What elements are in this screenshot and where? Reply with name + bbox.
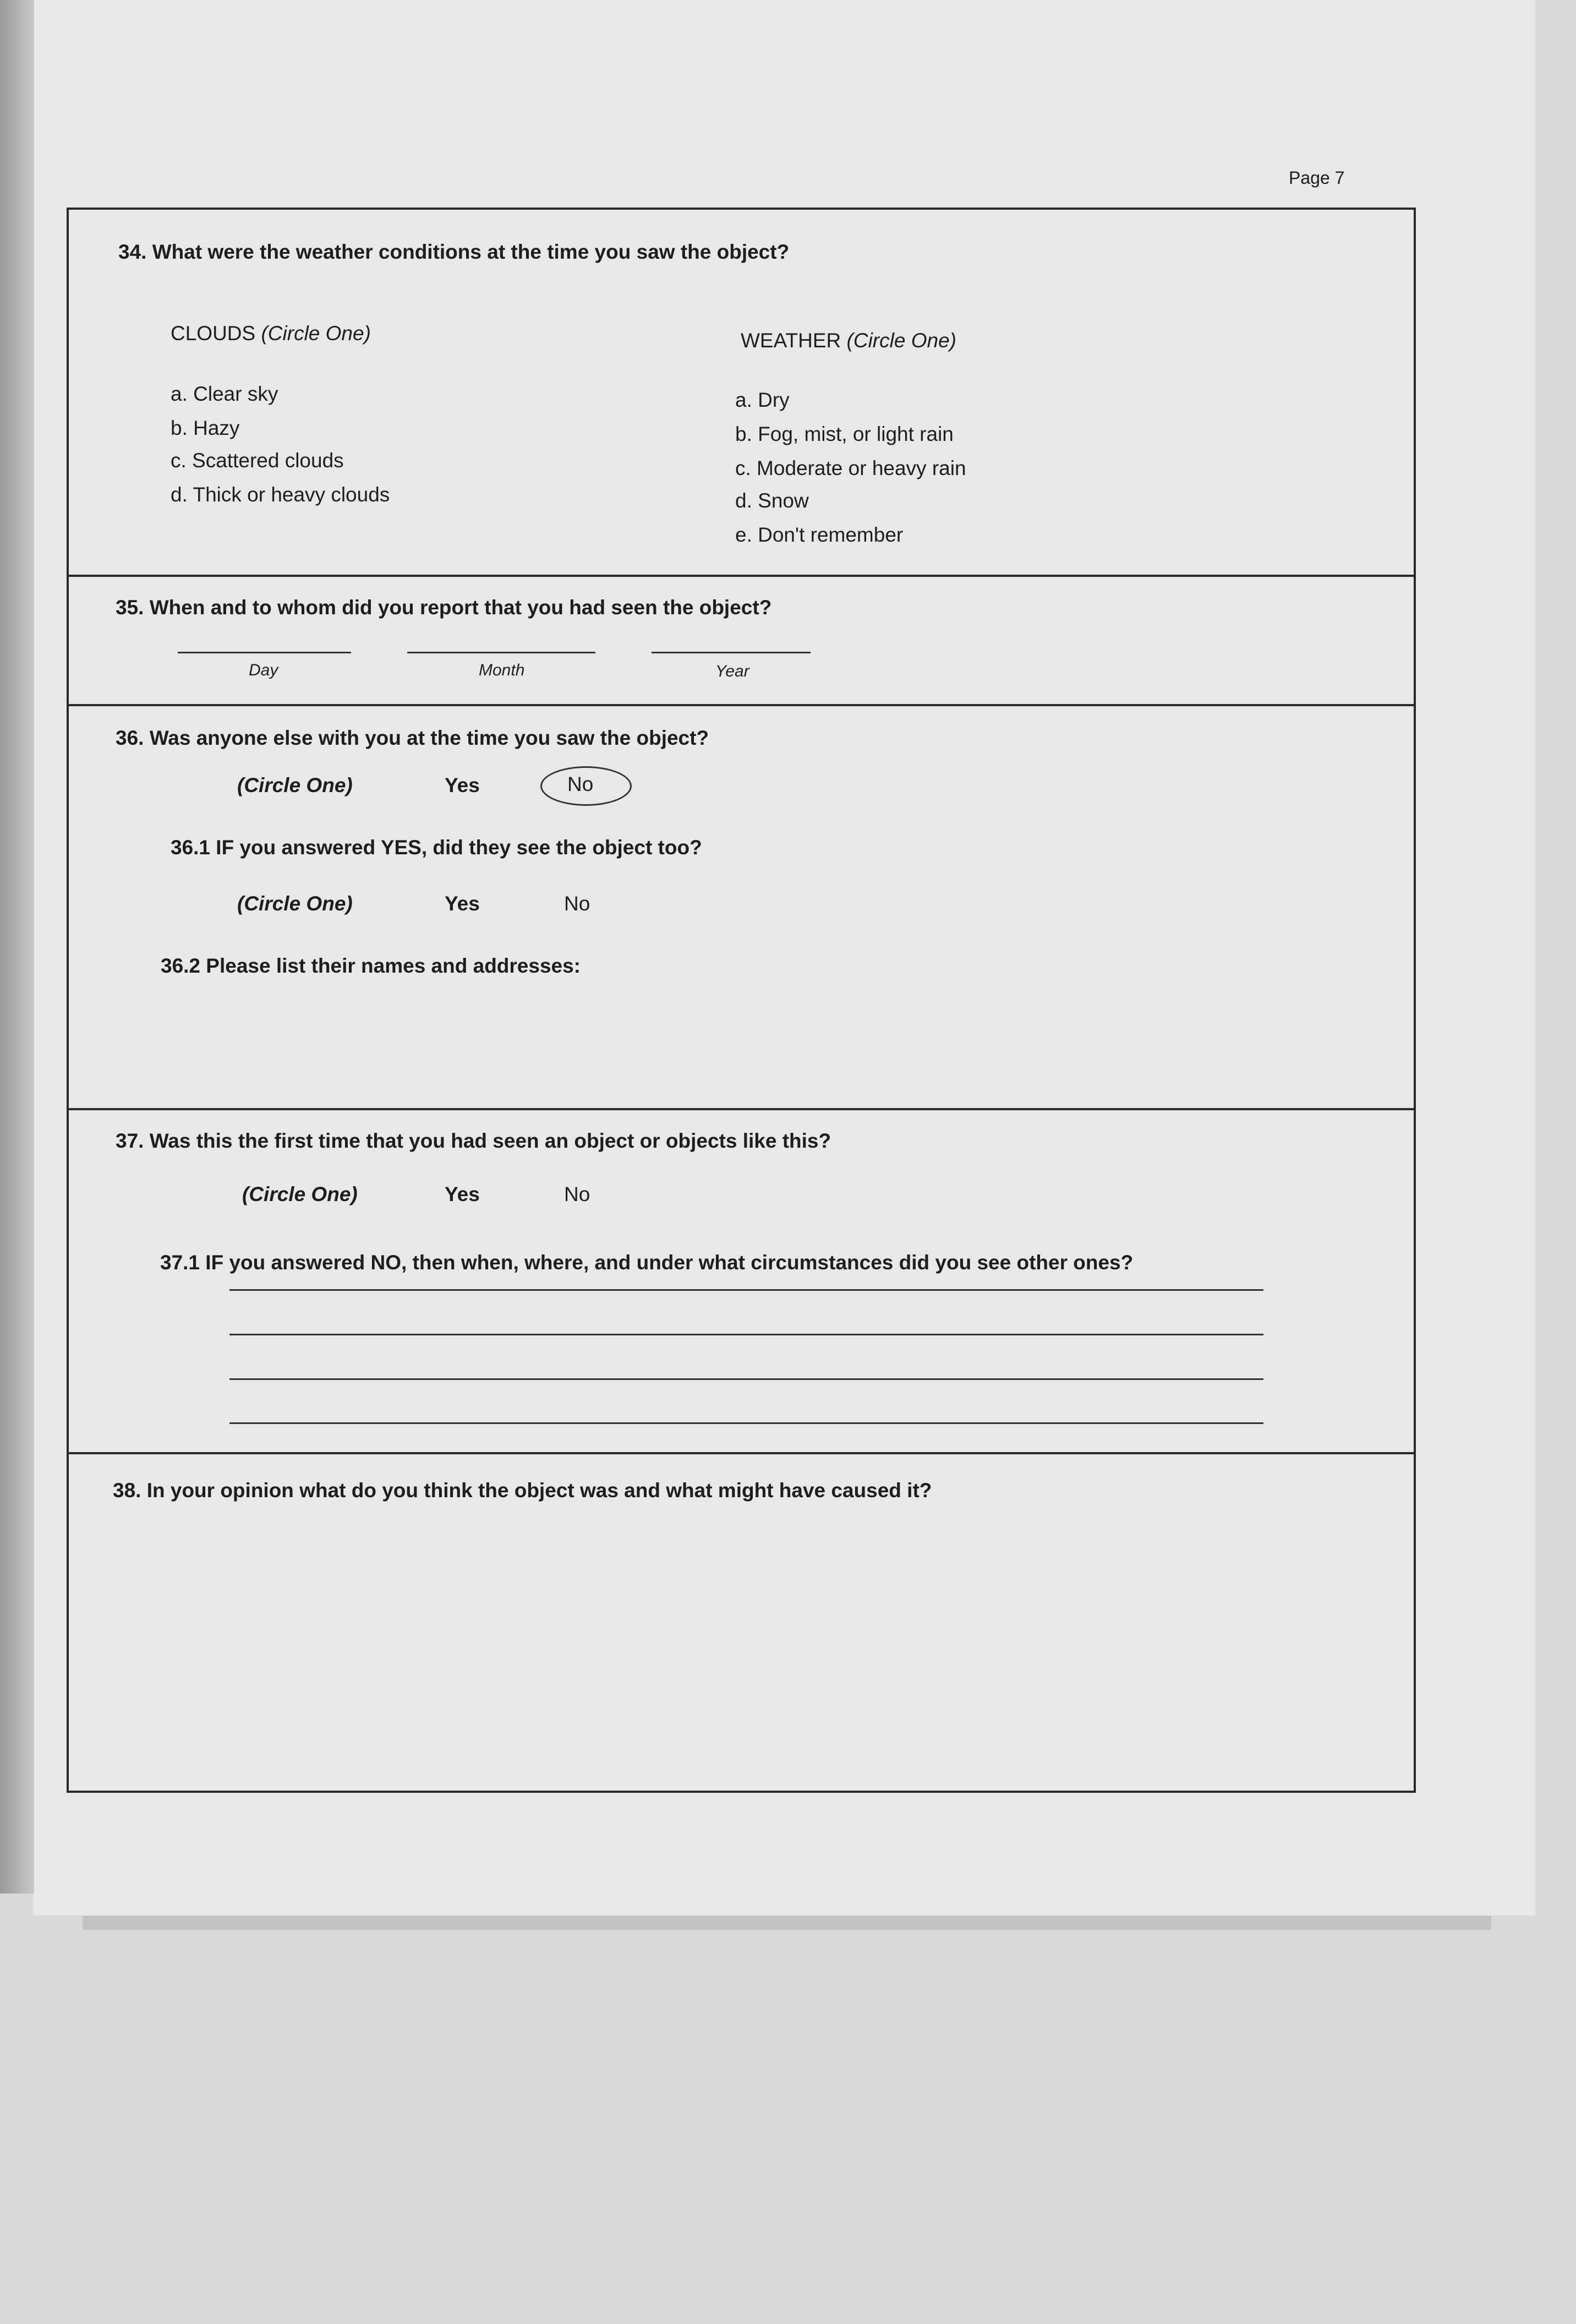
question-36-2: 36.2 Please list their names and addresses: — [161, 954, 581, 977]
weather-option-d[interactable]: d. Snow — [735, 489, 809, 512]
question-37: 37. Was this the first time that you had seen an object or objects like this? — [116, 1130, 831, 1152]
q36-hint: (Circle One) — [237, 774, 353, 797]
q36-yes[interactable]: Yes — [445, 774, 480, 797]
clouds-option-b[interactable]: b. Hazy — [171, 417, 240, 439]
clouds-option-c[interactable]: c. Scattered clouds — [171, 449, 344, 472]
page-edge — [0, 0, 34, 1894]
q36-no-selected[interactable]: No — [567, 773, 594, 795]
divider — [67, 575, 1416, 577]
clouds-option-a[interactable]: a. Clear sky — [171, 383, 278, 405]
clouds-heading-text: CLOUDS — [171, 322, 256, 345]
weather-option-a[interactable]: a. Dry — [735, 389, 790, 411]
day-field[interactable] — [178, 652, 351, 653]
divider — [67, 1452, 1416, 1454]
q36-1-yes[interactable]: Yes — [445, 892, 480, 915]
page-shadow — [83, 1916, 1491, 1930]
weather-option-b[interactable]: b. Fog, mist, or light rain — [735, 423, 954, 445]
divider — [67, 1108, 1416, 1110]
year-label: Year — [715, 662, 749, 680]
question-38: 38. In your opinion what do you think the object was and what might have caused it? — [113, 1479, 932, 1502]
question-35: 35. When and to whom did you report that you had seen the object? — [116, 596, 772, 619]
clouds-hint: (Circle One) — [261, 322, 371, 345]
clouds-option-d[interactable]: d. Thick or heavy clouds — [171, 483, 390, 506]
weather-heading — [741, 329, 956, 353]
weather-option-e[interactable]: e. Don't remember — [735, 523, 904, 546]
answer-line-4[interactable] — [229, 1422, 1263, 1424]
year-field[interactable] — [652, 652, 811, 653]
weather-heading-text: WEATHER — [741, 329, 841, 352]
q36-1-hint: (Circle One) — [237, 892, 353, 915]
q36-1-no[interactable]: No — [564, 892, 590, 915]
divider — [67, 704, 1416, 706]
weather-hint: (Circle One) — [846, 329, 956, 352]
page-label: Page 7 — [1289, 168, 1345, 188]
answer-line-2[interactable] — [229, 1334, 1263, 1335]
q37-hint: (Circle One) — [242, 1183, 358, 1205]
question-37-1: 37.1 IF you answered NO, then when, where, and under what circumstances did you see other ones? — [160, 1251, 1134, 1274]
question-36: 36. Was anyone else with you at the time you saw the object? — [116, 727, 709, 749]
q37-no[interactable]: No — [564, 1183, 590, 1205]
question-34: 34. What were the weather conditions at the time you saw the object? — [118, 241, 790, 263]
answer-line-1[interactable] — [229, 1289, 1263, 1291]
month-label: Month — [479, 661, 525, 679]
q37-yes[interactable]: Yes — [445, 1183, 480, 1205]
answer-line-3[interactable] — [229, 1378, 1263, 1380]
clouds-heading — [171, 321, 371, 346]
weather-option-c[interactable]: c. Moderate or heavy rain — [735, 457, 966, 479]
month-field[interactable] — [407, 652, 595, 653]
day-label: Day — [249, 661, 278, 679]
question-36-1: 36.1 IF you answered YES, did they see the object too? — [171, 836, 702, 859]
